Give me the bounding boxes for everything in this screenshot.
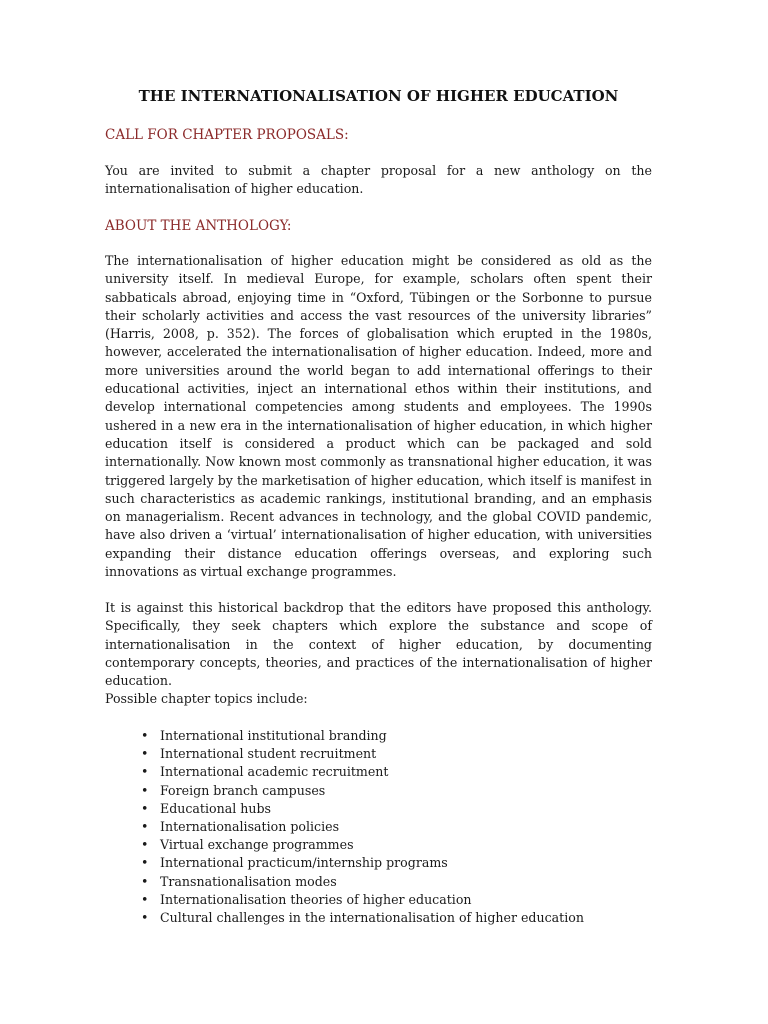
list-item (141, 873, 584, 891)
bullet-icon: • (141, 891, 149, 907)
list-item (141, 818, 584, 836)
topic-label: International practicum/internship programs (160, 855, 448, 871)
chapter-topics-list (141, 727, 584, 927)
topic-label: Internationalisation policies (160, 819, 340, 835)
call-intro-paragraph: You are invited to submit a chapter proposal for a new anthology on the internationalisation of higher education. (105, 163, 652, 197)
list-item (141, 782, 584, 800)
about-anthology-heading: ABOUT THE ANTHOLOGY: (105, 218, 292, 234)
anthology-purpose-paragraph: It is against this historical backdrop that the editors have proposed this anthology. Specifically, they seek chapters which explore the substance and scope of internationalisation in the context of higher education, by documenting contemporary concepts, theories, and practices of the internationalisation of higher education. (105, 600, 652, 689)
bullet-icon: • (141, 910, 149, 926)
bullet-icon: • (141, 819, 149, 835)
list-item (141, 763, 584, 781)
document-title: THE INTERNATIONALISATION OF HIGHER EDUCATION (138, 87, 619, 105)
list-item (141, 909, 584, 927)
list-item (141, 836, 584, 854)
topic-label: Virtual exchange programmes (160, 837, 354, 853)
anthology-history-paragraph: The internationalisation of higher education might be considered as old as the university itself. In medieval Europe, for example, scholars often spent their sabbaticals abroad, enjoying time in “Oxford, Tübingen or the Sorbonne to pursue their scholarly activities and access the vast resources of the university libraries” (Harris, 2008, p. 352). The forces of globalisation which erupted in the 1980s, however, accelerated the internationalisation of higher education. Indeed, more and more universities around the world began to add international offerings to their educational activities, inject an international ethos within their institutions, and develop international competencies among students and employees. The 1990s ushered in a new era in the internationalisation of higher education, in which higher education itself is considered a product which can be packaged and sold internationally. Now known most commonly as transnational higher education, it was triggered largely by the marketisation of higher education, which itself is manifest in such characteristics as academic rankings, institutional branding, and an emphasis on managerialism. Recent advances in technology, and the global COVID pandemic, have also driven a ‘virtual’ internationalisation of higher education, with universities expanding their distance education offerings overseas, and exploring such innovations as virtual exchange programmes. (105, 253, 652, 580)
list-item (141, 800, 584, 818)
topic-label: International institutional branding (160, 728, 387, 743)
topic-label: Foreign branch campuses (160, 782, 326, 798)
list-item (141, 854, 584, 872)
bullet-icon: • (141, 728, 149, 743)
call-for-proposals-heading: CALL FOR CHAPTER PROPOSALS: (105, 127, 349, 143)
topic-label: Educational hubs (160, 800, 271, 816)
bullet-icon: • (141, 855, 149, 871)
topics-intro: Possible chapter topics include: (105, 691, 308, 706)
topic-label: Internationalisation theories of higher education (160, 891, 472, 907)
bullet-icon: • (141, 837, 149, 853)
list-item (141, 891, 584, 909)
topic-label: International academic recruitment (160, 764, 389, 780)
bullet-icon: • (141, 873, 149, 889)
bullet-icon: • (141, 764, 149, 780)
list-item (141, 745, 584, 763)
topic-label: Cultural challenges in the internationalisation of higher education (160, 910, 584, 926)
topic-label: Transnationalisation modes (160, 873, 337, 889)
bullet-icon: • (141, 746, 149, 762)
topic-label: International student recruitment (160, 746, 377, 762)
list-item (141, 727, 584, 745)
bullet-icon: • (141, 782, 149, 798)
bullet-icon: • (141, 800, 149, 816)
